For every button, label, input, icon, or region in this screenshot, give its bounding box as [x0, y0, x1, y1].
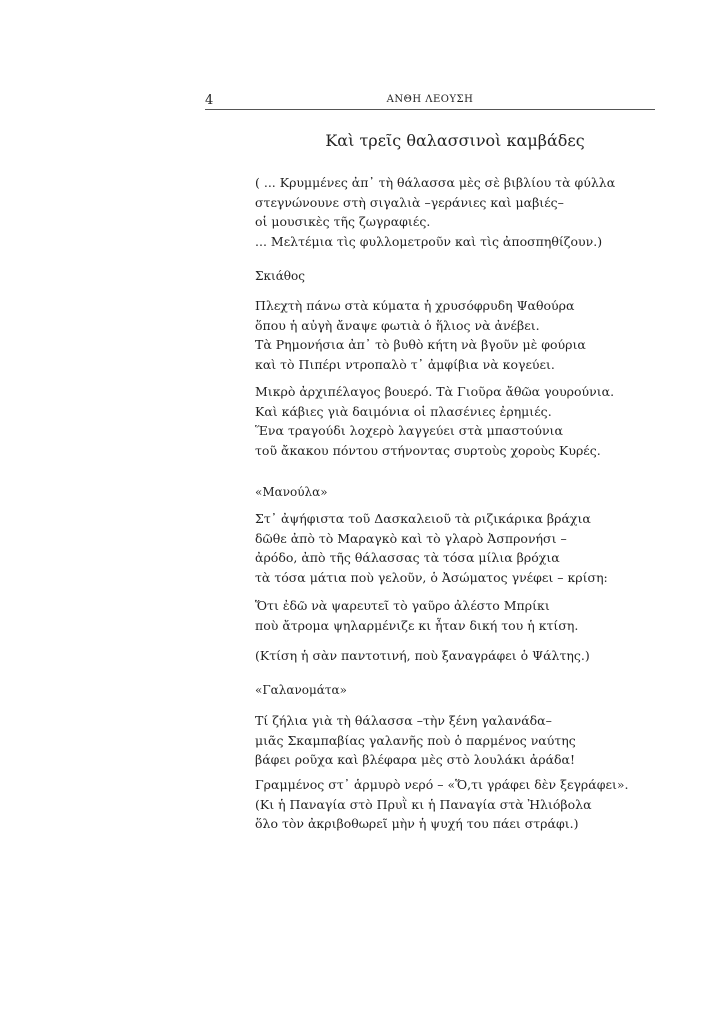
poem-line: βάφει ροῦχα καὶ βλέφαρα μὲς στὸ λουλάκι ἀράδα! — [255, 752, 576, 767]
poem-line: μιᾶς Σκαμπαβίας γαλανῆς ποὺ ὁ παρμένος ναύτης — [255, 732, 576, 748]
poem-line: Μικρὸ ἀρχιπέλαγος βουερό. Τὰ Γιοῦρα ἄθῶα γουρούνια. — [255, 384, 615, 399]
poem-line: καὶ τὸ Πιπέρι ντροπαλὸ τ᾽ ἀμφίβια νὰ κογεύει. — [255, 356, 555, 372]
poem-line: Τί ζήλια γιὰ τὴ θάλασσα –τὴν ξένη γαλανάδα– — [255, 713, 552, 728]
section-heading: «Γαλανομάτα» — [255, 683, 347, 697]
poem-line: ὅπου ἡ αὐγὴ ἄναψε φωτιὰ ὁ ἥλιος νὰ ἀνέβει. — [255, 317, 540, 333]
section-heading: Σκιάθος — [255, 269, 305, 283]
poem-line: Τὰ Ρημονήσια ἀπ᾽ τὸ βυθὸ κήτη νὰ βγοῦν μὲ φούρια — [255, 337, 586, 352]
section-heading-skiathos — [255, 268, 665, 284]
poem-line: Καὶ κάβιες γιὰ δαιμόνια οἱ πλασένιες ἐρημιές. — [255, 403, 552, 419]
poem-line: ποὺ ἄτρομα ψηλαρμένιζε κι ἦταν δική του ἡ κτίση. — [255, 617, 579, 633]
poem-line: δῶθε ἀπὸ τὸ Μαραγκὸ καὶ τὸ γλαρὸ Ἀσπρονήσι – — [255, 530, 567, 546]
poem-line: Γραμμένος στ᾽ ἁρμυρὸ νερό – «Ὅ,τι γράφει δὲν ξεγράφει». — [255, 777, 629, 792]
stanza — [255, 382, 665, 460]
poem-line: τὰ τόσα μάτια ποὺ γελοῦν, ὁ Ἀσώματος γνέφει – κρίση: — [255, 569, 608, 585]
stanza — [255, 775, 665, 834]
poem-line: στεγνώνουνε στὴ σιγαλιὰ –γεράνιες καὶ μαβιές– — [255, 194, 564, 210]
stanza — [255, 646, 665, 666]
poem-line: Ἕνα τραγούδι λοχερὸ λαγγεύει στὰ μπαστούνια — [255, 423, 563, 438]
poem-line: (Κτίση ἡ σὰν παντοτινή, ποὺ ξαναγράφει ὁ Ψάλτης.) — [255, 648, 590, 663]
poem-line: οἱ μουσικὲς τῆς ζωγραφιές. — [255, 214, 431, 229]
poem-line: Στ᾽ ἀψήφιστα τοῦ Δασκαλειοῦ τὰ ριζικάρικα βράχια — [255, 511, 591, 526]
poem-line: ἀρόδο, ἀπὸ τῆς θάλασσας τὰ τόσα μίλια βρόχια — [255, 550, 560, 565]
stanza — [255, 711, 665, 770]
page-number: 4 — [205, 93, 214, 108]
poem-line: ( ... Κρυμμένες ἀπ᾽ τὴ θάλασσα μὲς σὲ βιβλίου τὰ φύλλα — [255, 175, 616, 190]
poem-line: (Κι ἡ Παναγία στὸ Πρυῒ κι ἡ Παναγία στὰ Ἠλιόβολα — [255, 796, 592, 812]
section-heading: «Μανούλα» — [255, 485, 328, 499]
stanza — [255, 296, 665, 374]
page-header — [205, 93, 655, 110]
stanza — [255, 509, 665, 587]
intro-stanza — [255, 173, 665, 251]
stanza — [255, 596, 665, 635]
poem-title: Καὶ τρεῖς θαλασσινοὶ καμβάδες — [325, 131, 585, 150]
poem-line: τοῦ ἄκακου πόντου στήνοντας συρτοὺς χοροὺς Κυρές. — [255, 442, 601, 458]
poem-line: Ὅτι ἐδῶ νὰ ψαρευτεῖ τὸ γαῦρο ἀλέστο Μπρίκι — [255, 598, 550, 613]
running-head: ΑΝΘΗ ΛΕΟΥΣΗ — [386, 94, 474, 105]
section-heading-galanomata — [255, 682, 665, 698]
poem-line: ὅλο τὸν ἀκριβοθωρεῖ μὴν ἡ ψυχή του πάει στράφι.) — [255, 816, 579, 831]
section-heading-manoula — [255, 484, 665, 500]
poem-line: Πλεχτὴ πάνω στὰ κύματα ἡ χρυσόφρυδη Ψαθούρα — [255, 298, 575, 313]
poem-line: ... Μελτέμια τὶς φυλλομετροῦν καὶ τὶς ἀποσπηθίζουν.) — [255, 233, 603, 249]
